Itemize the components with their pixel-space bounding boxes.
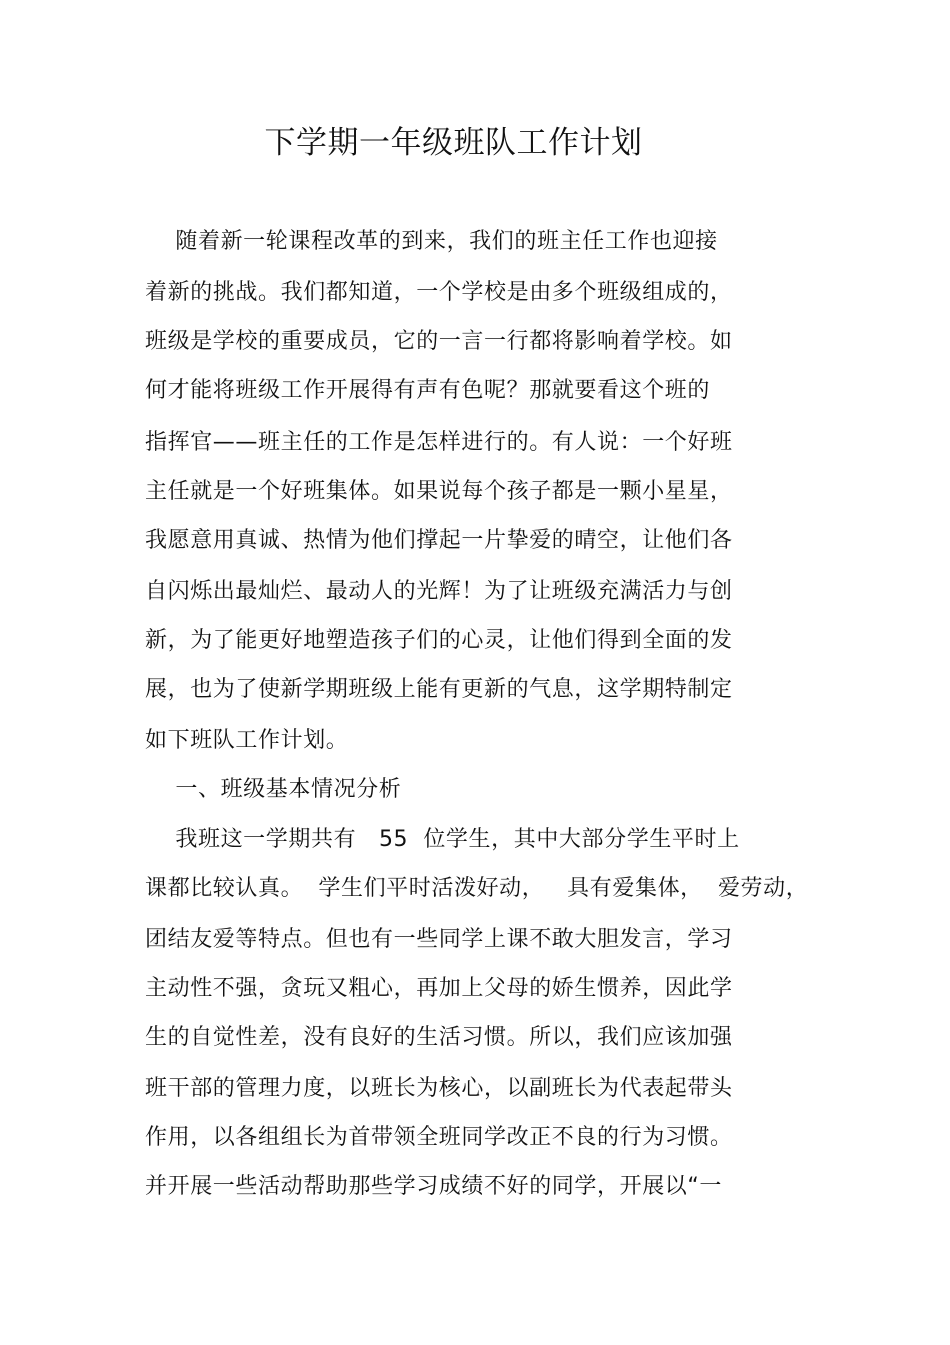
body-line: 作用，以各组组长为首带领全班同学改正不良的行为习惯。 [145,1125,733,1150]
body-line: 着新的挑战。我们都知道，一个学校是由多个班级组成的， [145,280,733,305]
document-title: 下学期一年级班队工作计划 [264,125,643,161]
body-line: 生的自觉性差，没有良好的生活习惯。所以，我们应该加强 [145,1025,733,1050]
body-line: 如下班队工作计划。 [145,728,349,753]
body-line: 指挥官——班主任的工作是怎样进行的。有人说：一个好班 [145,430,733,455]
body-line: 自闪烁出最灿烂、最动人的光辉！为了让班级充满活力与创 [145,579,733,604]
body-line: 新，为了能更好地塑造孩子们的心灵，让他们得到全面的发 [145,628,733,653]
body-line: 并开展一些活动帮助那些学习成绩不好的同学，开展以“一 [145,1174,722,1199]
body-line: 我班这一学期共有 55 位学生，其中大部分学生平时上 [145,827,740,852]
body-line: 班干部的管理力度，以班长为核心，以副班长为代表起带头 [145,1076,733,1101]
body-line: 团结友爱等特点。但也有一些同学上课不敢大胆发言，学习 [145,927,733,952]
body-line: 我愿意用真诚、热情为他们撑起一片挚爱的晴空，让他们各 [145,528,733,553]
section-heading: 一、班级基本情况分析 [145,777,402,802]
body-line: 主动性不强，贪玩又粗心，再加上父母的娇生惯养，因此学 [145,976,733,1001]
body-line: 何才能将班级工作开展得有声有色呢？那就要看这个班的 [145,378,711,403]
body-line: 课都比较认真。 学生们平时活泼好动， 具有爱集体， 爱劳动， [145,876,809,901]
body-line: 随着新一轮课程改革的到来，我们的班主任工作也迎接 [145,229,718,254]
body-line: 展，也为了使新学期班级上能有更新的气息，这学期特制定 [145,677,733,702]
body-line: 主任就是一个好班集体。如果说每个孩子都是一颗小星星， [145,479,733,504]
body-line: 班级是学校的重要成员，它的一言一行都将影响着学校。如 [145,329,733,354]
